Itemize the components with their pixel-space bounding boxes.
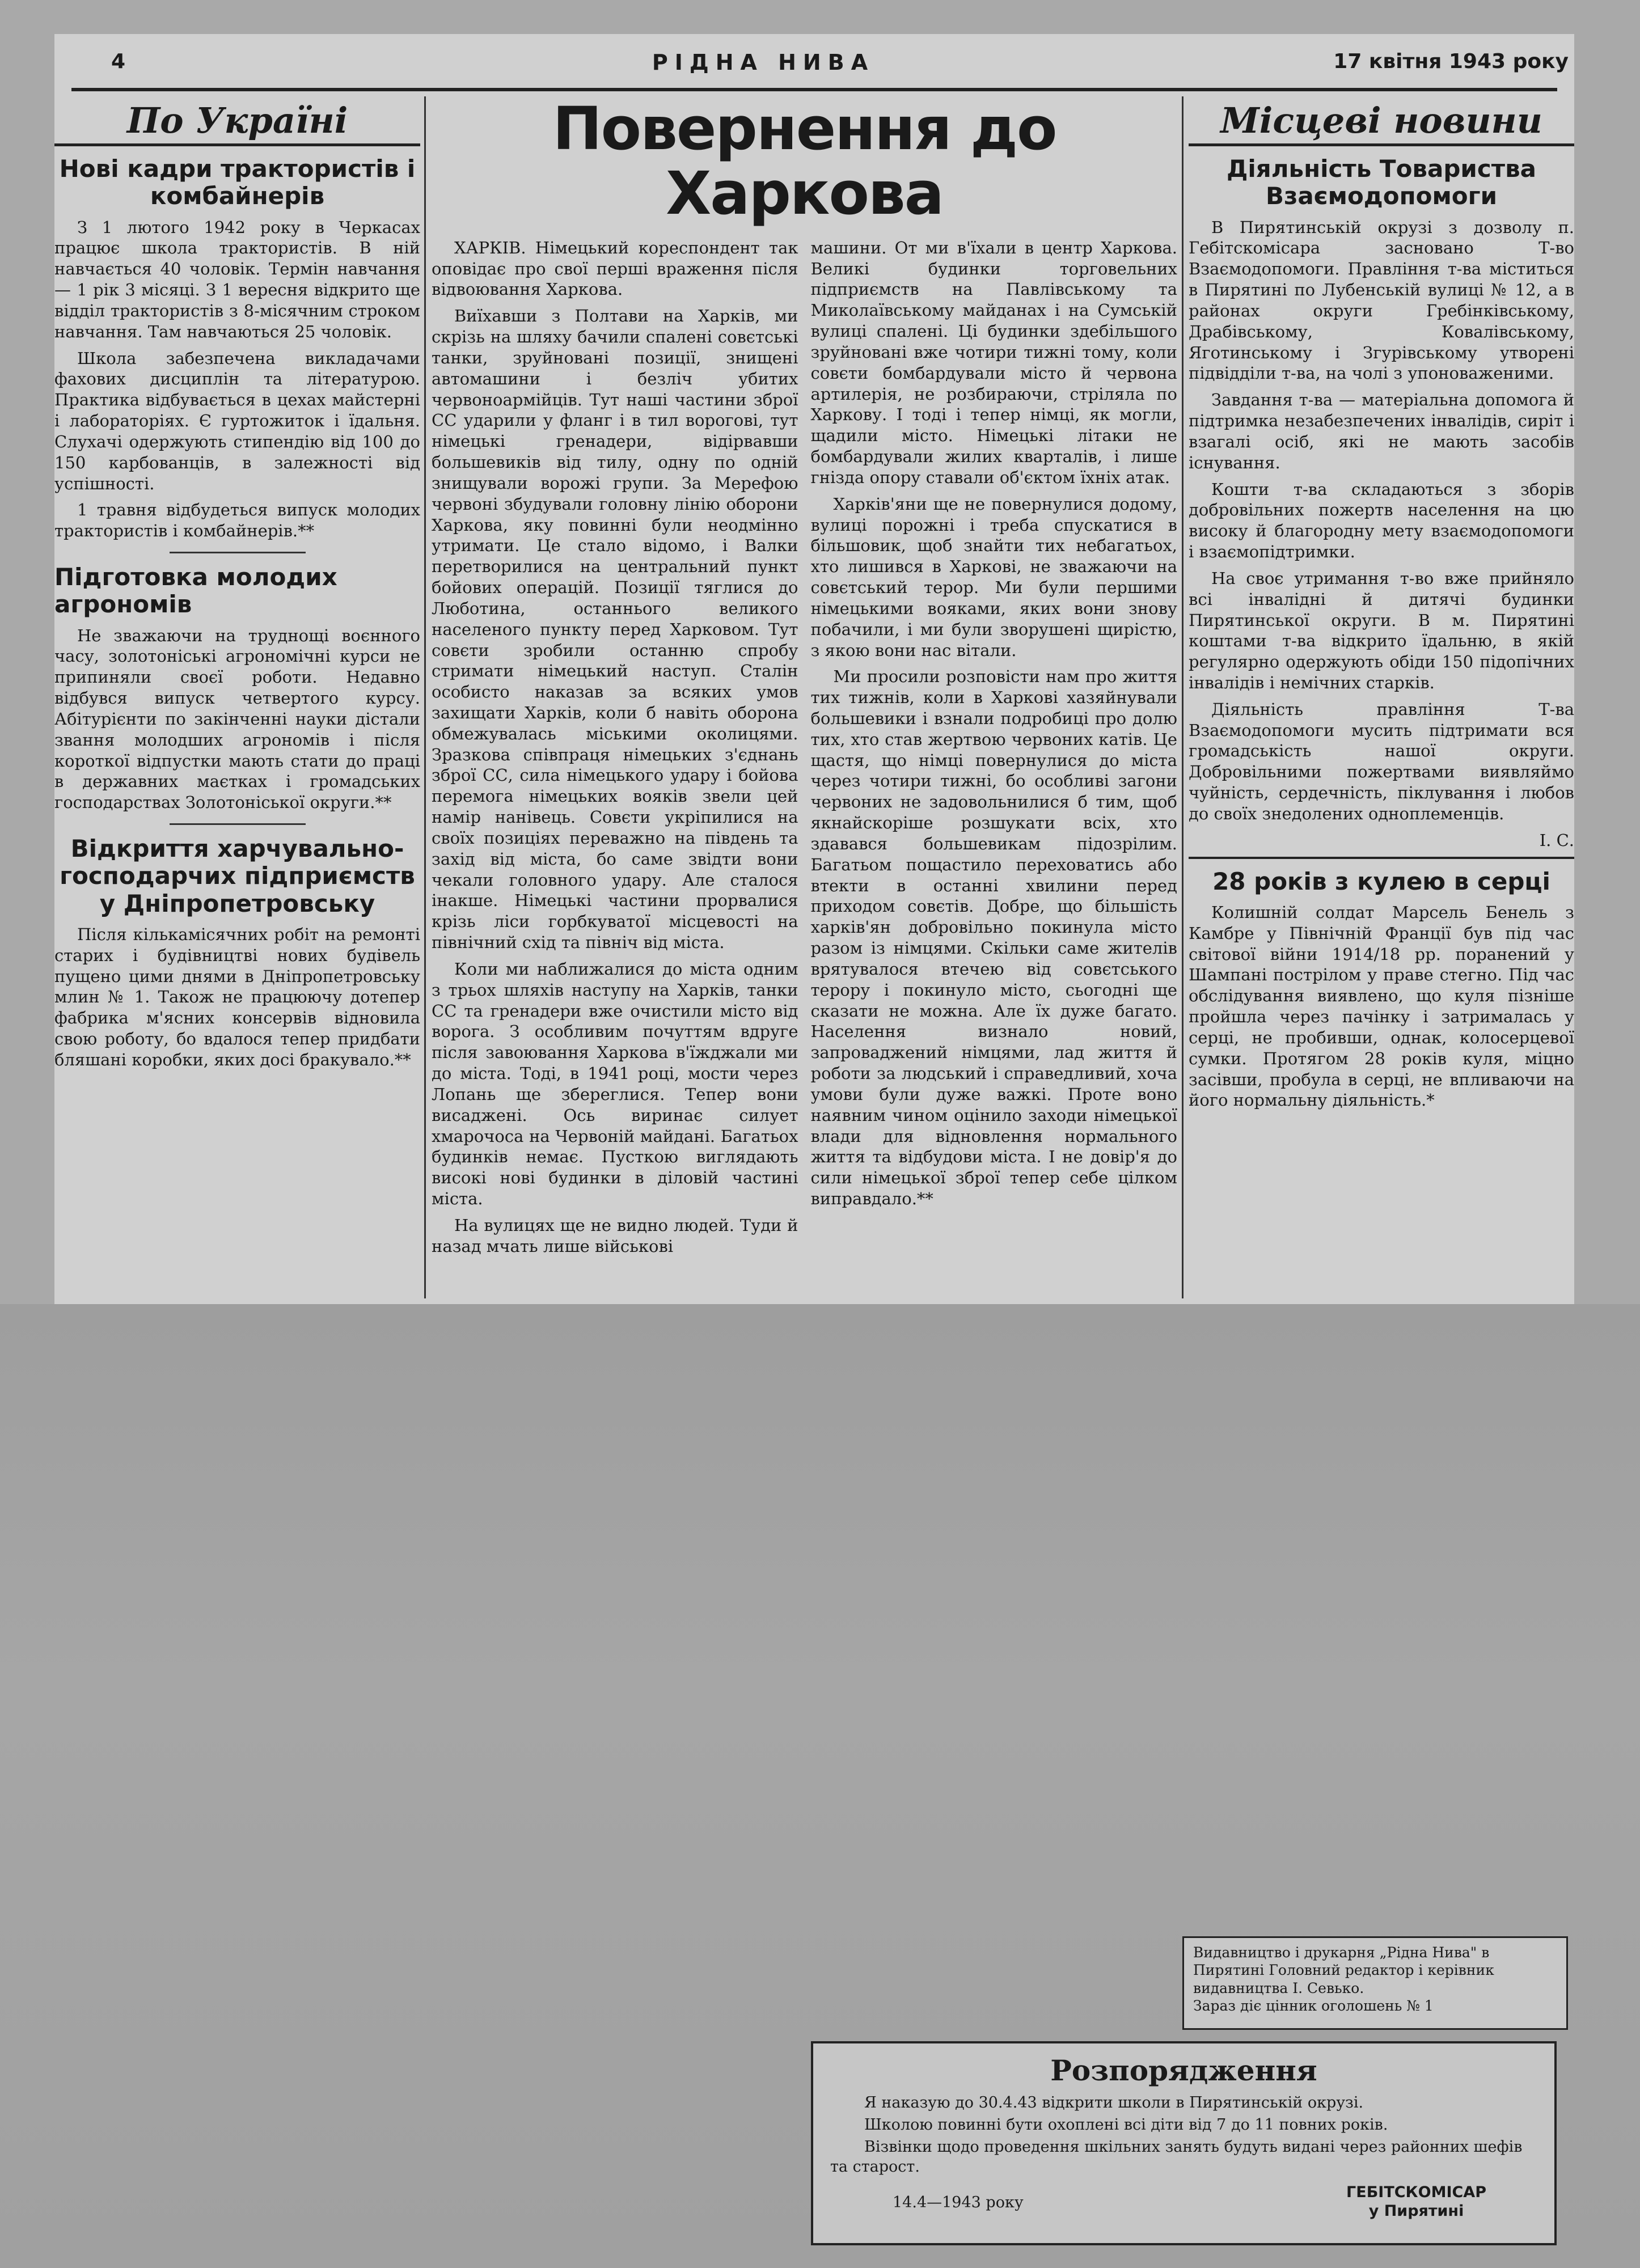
article-paragraph: машини. От ми в'їхали в центр Харкова. Великі будинки торговельних підприємств на Павлівському та Миколаївському майданах і на Сумській вулиці спалені. Ці будинки здебільшого зруйновані вже чотири тижні тому, коли совєти бомбардували місто й червона артилерія, не розбираючи, стріляла по Харкову. І тоді і тепер німці, як могли, щадили місто. Німецькі літаки не бомбардували жилих кварталів, і лише гнізда опору ставали об'єктом їхніх атак. bbox=[810, 238, 1177, 487]
article-paragraph: Харків'яни ще не повернулися додому, вулиці порожні і треба спускатися в більшовик, щоб знайти тих небагатьох, хто лишився в Харкові, не зважаючи на совєтський терор. Ми були першими німецькими вояками, яких вони знову побачили, і ми були зворушені щирістю, з якою вони нас вітали. bbox=[810, 494, 1177, 660]
article-title-agronomists: Підготовка молодих агрономів bbox=[54, 563, 337, 619]
column-rule bbox=[1182, 96, 1183, 1298]
newspaper-page bbox=[54, 34, 1574, 1304]
article-title-tractor-drivers: Нові кадри трактористів і комбайнерів bbox=[59, 155, 416, 210]
article-paragraph: В Пирятинській окрузі з дозволу п. Гебітскомісара засновано Т-во Взаємодопомоги. Правління т-ва міститься в Пирятині по Лубенській вулиці № 12, а в районах округи Гребінківському, Драбівському, Ковалівському, Яготинському і Згурівському утворені підвідділи т-ва, на чолі з упоноваженими. bbox=[1189, 217, 1574, 383]
article-paragraph: ХАРКІВ. Німецький кореспондент так оповідає про свої перші враження після відвоювання Харкова. bbox=[432, 238, 798, 299]
separator bbox=[170, 823, 306, 825]
article-title-bullet-in-heart: 28 років з кулею в серці bbox=[1212, 867, 1550, 895]
article-paragraph: Виїхавши з Полтави на Харків, ми скрізь на шляху бачили спалені совєтські танки, зруйновані позиції, знищені автомашини і безліч убитих червоноармійців. Тут наші частини зброї СС ударили у фланг і в тил ворогові, тут німецькі гренадери, відірвавши большевиків від тилу, одну по одній знищували ворожі групи. За Мерефою червоні збудували головну лінію оборони Харкова, яку повинні були неодмінно утримати. Це стало відомо, і Валки перетворилися на центральний пункт бойових операцій. Позиції тяглися до Люботина, останнього великого населеного пункту перед Харковом. Тут совєти зробили останню спробу стримати німецький наступ. Сталін особисто наказав за всяких умов захищати Харків, коли б навіть оборона обмежувалась міськими околицями. Зразкова співпраця німецьких з'єднань зброї СС, сила німецького удару і бойова перемога німецьких вояків звели цей намір нанівець. Совєти укріпилися на своїх позиціях переважно на південь та захід від міста, бо саме звідти вони чекали головного удару. Але сталося інакше. Німецькі частини прорвалися крізь ліси горбкуватої місцевості на північний схід та північ від міста. bbox=[432, 306, 798, 953]
order-date: 14.4—1943 року bbox=[893, 2194, 1024, 2211]
order-notice bbox=[811, 2041, 1557, 2245]
page-number: 4 bbox=[111, 50, 126, 73]
imprint-text: Видавництво і друкарня „Рідна Нива" в Пирятині Головний редактор і керівник видавництва І. Севько. Зараз діє цінник оголошень № 1 bbox=[1193, 1944, 1494, 2014]
article-paragraph: Завдання т-ва — матеріальна допомога й підтримка незабезпечених інвалідів, сиріт і взагалі осіб, які не мають засобів існування. bbox=[1189, 390, 1574, 472]
article-paragraph: На своє утримання т-во вже прийняло всі інвалідні й дитячі будинки Пирятинської округи. В м. Пирятині коштами т-ва відкрито їдальню, в якій регулярно одержують обіди 150 підопічних інвалідів і немічних старків. bbox=[1189, 568, 1574, 692]
article-title-mutual-aid: Діяльність Товариства Взаємодопомоги bbox=[1227, 155, 1536, 210]
column-local-news bbox=[1189, 96, 1574, 1304]
article-paragraph: Після кількамісячних робіт на ремонті старих і будівництві нових будівель пущено цими днями в Дніпропетровську млин № 1. Також не працюючу дотепер фабрика м'ясних консервів відновила свою роботу, бо вдалося тепер придбати бляшані коробки, яких досі бракувало.** bbox=[54, 924, 420, 1069]
article-paragraph: З 1 лютого 1942 року в Черкасах працює школа трактористів. В ній навчається 40 чоловік. Термін навчання — 1 рік 3 місяці. З 1 вересня відкрито ще відділ трактористів з 8-місячним строком навчання. Там навчаються 25 чоловік. bbox=[54, 217, 420, 341]
masthead bbox=[54, 34, 1574, 85]
article-paragraph: 1 травня відбудеться випуск молодих трактористів і комбайнерів.** bbox=[54, 500, 420, 541]
kharkiv-subcolumn-left bbox=[432, 238, 798, 1263]
article-paragraph: Школа забезпечена викладачами фахових дисциплін та літературою. Практика відбувається в цехах майстерні і лабораторіях. Є гуртожиток і їдальня. Слухачі одержують стипендію від 100 до 150 карбованців, в залежності від успішності. bbox=[54, 348, 420, 493]
article-paragraph: Ми просили розповісти нам про життя тих тижнів, коли в Харкові хазяйнували большевики і взнали подробиці про долю тих, хто став жертвою червоних катів. Це щастя, що німці повернулися до міста через чотири тижні, бо особливі загони червоних не задовольнилися б тим, щоб якнайскоріше розшукати всіх, хто здавався большевикам підозрілим. Багатьом пощастило переховатись або втекти в останні хвилини перед приходом совєтів. Добре, що більшість харків'ян добровільно покинула місто разом із німцями. Скільки саме жителів врятувалося втечею від совєтського терору і покинуло місто, сьогодні ще сказати не можна. Але їх дуже багато. Населення визнало новий, запроваджений німцями, лад життя й роботи за людський і справедливий, хоча умови були дуже важкі. Проте воно наявним чином оцінило заходи німецької влади для відновлення нормального життя та відбудови міста. І не довір'я до сили німецької зброї тепер себе цілком виправдало.** bbox=[810, 667, 1177, 1209]
article-title-food-enterprises: Відкриття харчувально-господарчих підприємств у Дніпропетровську bbox=[60, 835, 415, 917]
article-paragraph: Діяльність правління Т-ва Взаємодопомоги мусить підтримати вся громадськість нашої округи. Добровільними пожертвами виявляймо чуйність, сердечність, піклування і любов до своїх знедолених одноплеменців. bbox=[1189, 699, 1574, 823]
order-paragraph: Візвінки щодо проведення шкільних занять будуть видані через районних шефів та старост. bbox=[830, 2138, 1523, 2176]
kharkiv-subcolumn-right bbox=[811, 238, 1178, 1263]
separator bbox=[1189, 857, 1574, 859]
column-ukraine bbox=[54, 96, 420, 1304]
article-paragraph: Коли ми наближалися до міста одним з трьох шляхів наступу на Харків, танки СС та гренадери вже очистили місто від ворога. З особливим почуттям вдруге після завоювання Харкова в'їжджали ми до міста. Тоді, в 1941 році, мости через Лопань ще збереглися. Тепер вони висаджені. Ось виринає силует хмарочоса на Червоній майдані. Багатьох будинків немає. Пусткою виглядають високі нові будинки в діловій частині міста. bbox=[432, 959, 798, 1209]
article-paragraph: Колишній солдат Марсель Бенель з Камбре у Північній Франції був під час світової війни 1914/18 рр. поранений у Шампані пострілом у праве стегно. Під час обслідування виявлено, що куля пізніше пройшла через пачінку і затрималась у серці, не пробивши, однак, колосерцевої сумки. Протягом 28 років куля, міцно засівши, пробула в серці, не впливаючи на його нормальну діяльність.* bbox=[1189, 902, 1574, 1110]
order-paragraph: Я наказую до 30.4.43 відкрити школи в Пирятинській окрузі. bbox=[864, 2094, 1364, 2112]
imprint-box bbox=[1182, 1936, 1568, 2030]
section-title-local-news: Місцеві новини bbox=[1189, 96, 1574, 146]
order-signature: ГЕБІТСКОМІСАР у Пирятині bbox=[1346, 2184, 1486, 2220]
column-kharkiv bbox=[432, 96, 1177, 1304]
top-rule bbox=[71, 88, 1557, 91]
column-rule bbox=[424, 96, 426, 1298]
article-paragraph: Не зважаючи на труднощі воєнного часу, золотоніські агрономічні курси не припиняли своєї роботи. Недавно відбувся випуск четвертого курсу. Абітурієнти по закінченні науки дістали звання молодших агрономів і після короткої відпустки мають стати до праці в державних маєтках і громадських господарствах Золотоніської округи.** bbox=[54, 625, 420, 813]
article-paragraph: На вулицях ще не видно людей. Туди й назад мчать лише військові bbox=[432, 1215, 798, 1256]
order-paragraph: Школою повинні бути охоплені всі діти від 7 до 11 повних років. bbox=[864, 2116, 1388, 2134]
separator bbox=[170, 552, 306, 553]
article-signature: І. С. bbox=[1539, 830, 1574, 850]
kharkiv-article-body bbox=[432, 238, 1177, 1263]
issue-date: 17 квітня 1943 року bbox=[1333, 50, 1569, 73]
order-title: Розпорядження bbox=[1050, 2054, 1317, 2087]
section-title-ukraine: По Україні bbox=[54, 96, 420, 146]
main-headline: Повернення до Харкова bbox=[552, 96, 1056, 229]
article-paragraph: Кошти т-ва складаються з зборів добровільних пожертв населення на цю високу й благородну мету взаємодопомоги і взаємопідтримки. bbox=[1189, 479, 1574, 562]
paper-name: РІДНА НИВА bbox=[652, 50, 875, 75]
